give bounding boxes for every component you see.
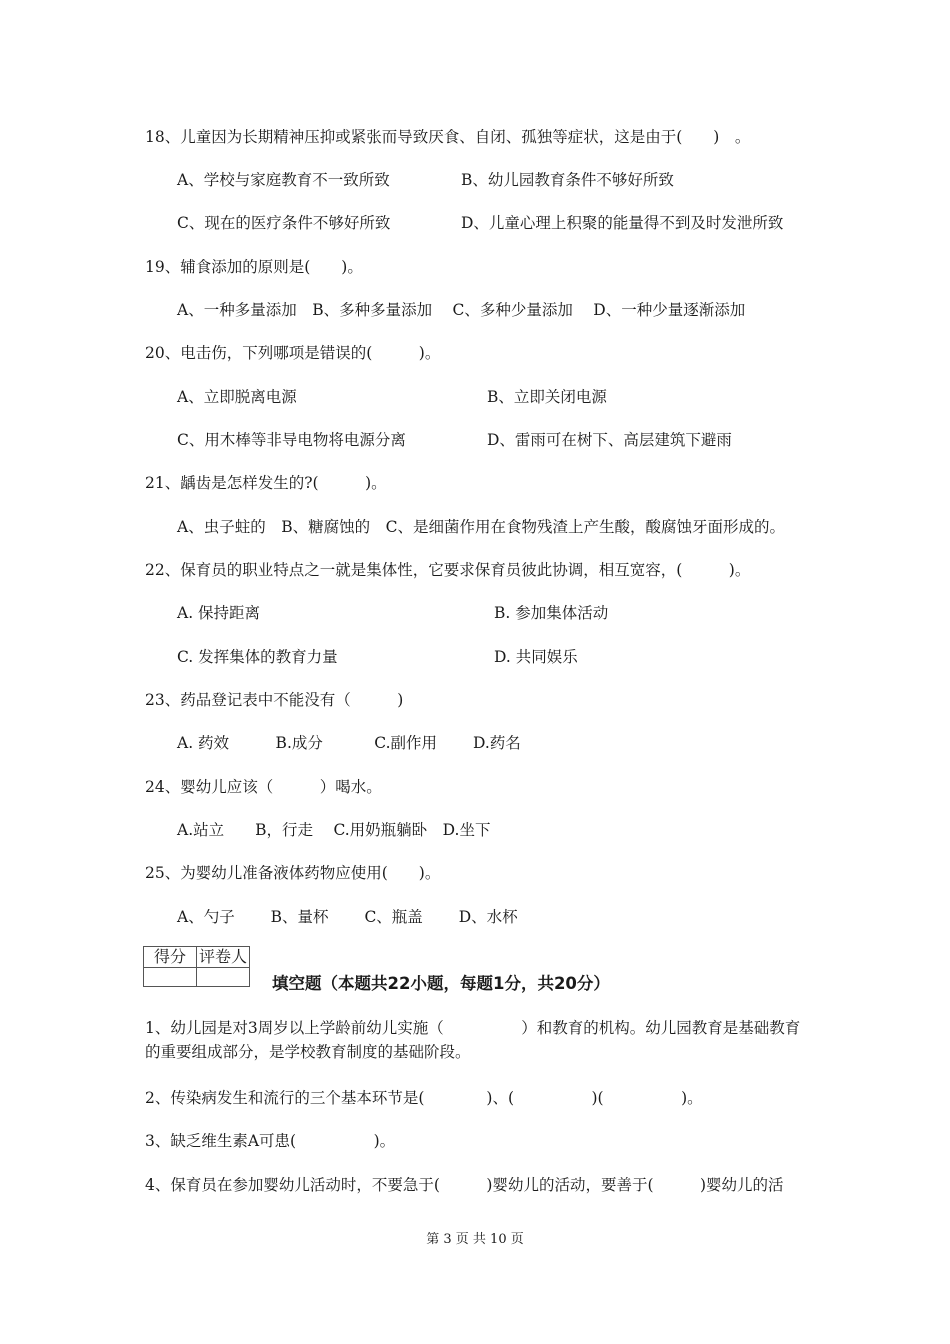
question-22-stem: 22、保育员的职业特点之一就是集体性，它要求保育员彼此协调，相互宽容，( )。 — [145, 561, 751, 579]
question-21-options: A、虫子蛀的 B、糖腐蚀的 C、是细菌作用在食物残渣上产生酸，酸腐蚀牙面形成的。 — [177, 518, 785, 536]
question-20-option-d: D、雷雨可在树下、高层建筑下避雨 — [487, 431, 732, 449]
score-cell — [144, 968, 197, 987]
question-22-option-c: C. 发挥集体的教育力量 — [177, 648, 338, 666]
question-19-stem: 19、辅食添加的原则是( )。 — [145, 258, 363, 276]
question-18-option-a: A、学校与家庭教育不一致所致 — [177, 171, 390, 189]
question-19-options: A、一种多量添加 B、多种多量添加 C、多种少量添加 D、一种少量逐渐添加 — [177, 301, 746, 319]
fill-question-2: 2、传染病发生和流行的三个基本环节是( )、( )( )。 — [145, 1089, 703, 1107]
question-20-stem: 20、电击伤，下列哪项是错误的( )。 — [145, 344, 441, 362]
question-18-stem: 18、儿童因为长期精神压抑或紧张而导致厌食、自闭、孤独等症状，这是由于( ) 。 — [145, 128, 751, 146]
page-footer: 第 3 页 共 10 页 — [426, 1232, 524, 1247]
question-22-option-d: D. 共同娱乐 — [494, 648, 578, 666]
question-25-stem: 25、为婴幼儿准备液体药物应使用( )。 — [145, 864, 441, 882]
question-18-option-d: D、儿童心理上积聚的能量得不到及时发泄所致 — [461, 214, 784, 232]
question-25-options: A、勺子 B、量杯 C、瓶盖 D、水杯 — [177, 908, 518, 926]
fill-question-4: 4、保育员在参加婴幼儿活动时，不要急于( )婴幼儿的活动，要善于( )婴幼儿的活 — [145, 1176, 784, 1194]
score-label: 得分 — [144, 947, 197, 968]
fill-question-3: 3、缺乏维生素A可患( )。 — [145, 1132, 396, 1150]
question-24-stem: 24、婴幼儿应该（ ）喝水。 — [145, 778, 382, 796]
grader-cell — [197, 968, 250, 987]
question-23-options: A. 药效 B.成分 C.副作用 D.药名 — [177, 734, 521, 752]
question-18-option-c: C、现在的医疗条件不够好所致 — [177, 214, 391, 232]
question-22-option-b: B. 参加集体活动 — [494, 604, 609, 622]
fill-question-1: 1、幼儿园是对3周岁以上学龄前幼儿实施（ ）和教育的机构。幼儿园教育是基础教育的重要组成部分，是学校教育制度的基础阶段。 — [145, 1019, 801, 1061]
question-18-option-b: B、幼儿园教育条件不够好所致 — [461, 171, 674, 189]
question-20-option-b: B、立即关闭电源 — [487, 388, 607, 406]
question-20-option-a: A、立即脱离电源 — [177, 388, 297, 406]
question-23-stem: 23、药品登记表中不能没有（ ) — [145, 691, 404, 709]
grader-label: 评卷人 — [197, 947, 250, 968]
section-title: 填空题（本题共22小题，每题1分，共20分） — [272, 974, 610, 993]
question-21-stem: 21、龋齿是怎样发生的?( )。 — [145, 474, 387, 492]
score-table — [143, 946, 250, 987]
question-24-options: A.站立 B，行走 C.用奶瓶躺卧 D.坐下 — [177, 821, 491, 839]
question-20-option-c: C、用木棒等非导电物将电源分离 — [177, 431, 406, 449]
question-22-option-a: A. 保持距离 — [177, 604, 261, 622]
